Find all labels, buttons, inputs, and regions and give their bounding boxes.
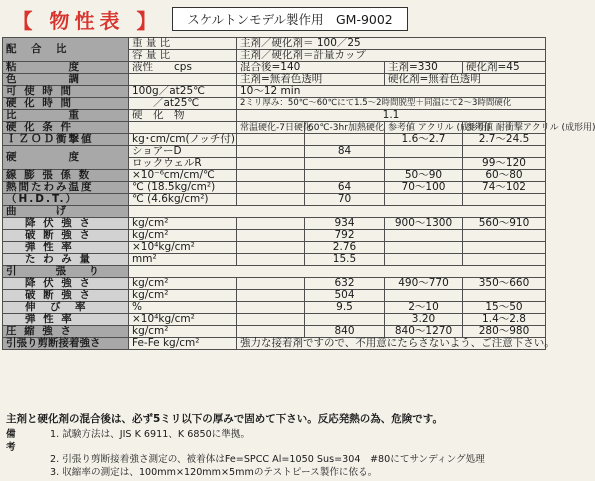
cell: ショアーD [129, 146, 237, 158]
row-label: 粘 度 [3, 62, 129, 74]
cell: 350～660 [463, 278, 546, 290]
warning-note: 主剤と硬化剤の混合後は、必ず5ミリ以下の厚みで固めて下さい。反応発熱の為、危険です。 [6, 413, 443, 425]
cell [305, 170, 385, 182]
row-label: 熱間たわみ温度 [3, 182, 129, 194]
cell: 9.5 [305, 302, 385, 314]
table-row [3, 278, 546, 290]
table-row [3, 266, 546, 278]
cell [237, 134, 305, 146]
cell: 840～1270 [385, 326, 463, 338]
cell: 1.4～2.8 [463, 314, 546, 326]
cell: 主剤=330 [385, 62, 463, 74]
cell: 490～770 [385, 278, 463, 290]
cell: 容 量 比 [129, 50, 237, 62]
cell: 504 [305, 290, 385, 302]
cell: 2.7～24.5 [463, 134, 546, 146]
cell: 主剤／硬化剤＝ 100／25 [237, 38, 546, 50]
cell: 主剤=無着色透明 [237, 74, 385, 86]
cell [305, 314, 385, 326]
cell: 強力な接着剤ですので、不用意にたらさないよう、ご注意下さい。 [237, 338, 546, 350]
cell: 常温硬化-7日硬化 [237, 122, 305, 134]
cell [237, 290, 305, 302]
cell [237, 278, 305, 290]
properties-table [2, 37, 595, 350]
cell [237, 182, 305, 194]
row-label: 引張り剪断接着強さ [3, 338, 129, 350]
cell: ／at25℃ [129, 98, 237, 110]
cell: % [129, 302, 237, 314]
row-label: 色 調 [3, 74, 129, 86]
cell: 1.6～2.7 [385, 134, 463, 146]
cell [237, 302, 305, 314]
cell: 15.5 [305, 254, 385, 266]
cell [385, 254, 463, 266]
cell: 560～910 [463, 218, 546, 230]
cell: kg/cm² [129, 290, 237, 302]
cell [463, 146, 546, 158]
cell: 60～80 [463, 170, 546, 182]
table-row [3, 122, 546, 134]
cell [385, 230, 463, 242]
cell [237, 194, 305, 206]
row-label: （H.D.T.） [3, 194, 129, 206]
table-row [3, 242, 546, 254]
cell: kg/cm² [129, 326, 237, 338]
cell: 632 [305, 278, 385, 290]
cell: 280～980 [463, 326, 546, 338]
cell [237, 170, 305, 182]
cell: 混合後=140 [237, 62, 385, 74]
table-row [3, 206, 546, 218]
note-item [6, 429, 546, 454]
cell: 74～102 [463, 182, 546, 194]
cell: 2～10 [385, 302, 463, 314]
table-row [3, 110, 546, 122]
section-label: 曲 げ [3, 206, 129, 218]
footer-notes [6, 411, 546, 479]
cell: 参考値 耐衝撃アクリル (成形用) [463, 122, 546, 134]
cell: 硬 化 物 [129, 110, 237, 122]
cell: mm² [129, 254, 237, 266]
table-row [3, 98, 546, 110]
table-row [3, 302, 546, 314]
cell [305, 134, 385, 146]
cell: 2.76 [305, 242, 385, 254]
cell [129, 266, 546, 278]
cell [237, 218, 305, 230]
row-label: 降 伏 強 さ [3, 218, 129, 230]
table-row [3, 314, 546, 326]
row-label: 硬 化 条 件 [3, 122, 129, 134]
cell: 84 [305, 146, 385, 158]
cell: ロックウェルR [129, 158, 237, 170]
cell: 900～1300 [385, 218, 463, 230]
cell: 3.20 [385, 314, 463, 326]
cell [129, 206, 546, 218]
notes-heading: 備 考 [6, 429, 38, 453]
row-label: 破 断 強 さ [3, 230, 129, 242]
row-label: 伸 び 率 [3, 302, 129, 314]
cell: 主剤／硬化剤＝計量カップ [237, 50, 546, 62]
cell: 10～12 min [237, 86, 546, 98]
cell [237, 254, 305, 266]
table-row [3, 254, 546, 266]
table-row [3, 218, 546, 230]
cell: 99～120 [463, 158, 546, 170]
cell [385, 158, 463, 170]
table-row [3, 326, 546, 338]
table-row [3, 290, 546, 302]
table-row [3, 134, 546, 146]
row-label: 硬 度 [3, 146, 129, 170]
row-label: た わ み 量 [3, 254, 129, 266]
cell: kg/cm² [129, 278, 237, 290]
table-row [3, 194, 546, 206]
row-label: 比 重 [3, 110, 129, 122]
cell: 重 量 比 [129, 38, 237, 50]
table-row [3, 62, 546, 74]
cell: ×10⁻⁶cm/cm/℃ [129, 170, 237, 182]
row-label: 降 伏 強 さ [3, 278, 129, 290]
cell [463, 194, 546, 206]
table-row [3, 182, 546, 194]
cell: 硬化剤=45 [463, 62, 546, 74]
note-text: 1. 試験方法は、JIS K 6911、K 6850に準拠。 [50, 429, 251, 440]
table-row [3, 38, 546, 50]
cell [237, 230, 305, 242]
cell: kg･cm/cm(ノッチ付) [129, 134, 237, 146]
cell: 840 [305, 326, 385, 338]
cell: ℃ (4.6kg/cm²) [129, 194, 237, 206]
cell: 70～100 [385, 182, 463, 194]
row-label: 硬 化 時 間 [3, 98, 129, 110]
cell: 2ミリ厚み：50℃～60℃にて1.5～2時間脱型＋同温にて2～3時間硬化 [237, 98, 546, 110]
note-item [6, 454, 546, 467]
table-row [3, 338, 546, 350]
table-row [3, 170, 546, 182]
header [8, 6, 408, 32]
cell [237, 326, 305, 338]
table-row [3, 146, 546, 158]
cell [237, 314, 305, 326]
row-label: 線 膨 張 係 数 [3, 170, 129, 182]
cell: 934 [305, 218, 385, 230]
title: 【 物性表 】 [12, 8, 162, 33]
cell [463, 230, 546, 242]
cell [463, 290, 546, 302]
cell: 100g／at25℃ [129, 86, 237, 98]
row-label: 配 合 比 [3, 38, 129, 62]
cell: 70 [305, 194, 385, 206]
cell: 792 [305, 230, 385, 242]
row-label: ＩＺＯＤ衝撃値 [3, 134, 129, 146]
cell: 1.1 [237, 110, 546, 122]
cell [129, 122, 237, 134]
cell [385, 146, 463, 158]
cell: 64 [305, 182, 385, 194]
cell [385, 290, 463, 302]
cell [237, 242, 305, 254]
cell: Fe-Fe kg/cm² [129, 338, 237, 350]
cell [305, 158, 385, 170]
cell: 60℃-3hr加熱硬化 [305, 122, 385, 134]
cell [463, 254, 546, 266]
cell [385, 194, 463, 206]
cell [129, 74, 237, 86]
row-label: 弾 性 率 [3, 242, 129, 254]
cell [463, 242, 546, 254]
cell [237, 146, 305, 158]
cell: 15～50 [463, 302, 546, 314]
cell: 50～90 [385, 170, 463, 182]
cell: 硬化剤=無着色透明 [385, 74, 546, 86]
cell: ×10⁴kg/cm² [129, 242, 237, 254]
section-label: 引 張 り [3, 266, 129, 278]
cell: ℃ (18.5kg/cm²) [129, 182, 237, 194]
cell: kg/cm² [129, 218, 237, 230]
row-label: 弾 性 率 [3, 314, 129, 326]
row-label: 破 断 強 さ [3, 290, 129, 302]
cell [237, 158, 305, 170]
cell: ×10⁴kg/cm² [129, 314, 237, 326]
table-row [3, 74, 546, 86]
note-item [6, 467, 546, 480]
table-row [3, 86, 546, 98]
row-label: 圧 縮 強 さ [3, 326, 129, 338]
cell [385, 242, 463, 254]
row-label: 可 使 時 間 [3, 86, 129, 98]
table-row [3, 230, 546, 242]
cell: 液性 cps [129, 62, 237, 74]
subtitle: スケルトンモデル製作用 GM-9002 [172, 7, 408, 31]
cell: 参考値 アクリル (成形用) [385, 122, 463, 134]
note-text: 2. 引張り剪断接着強さ測定の、被着体はFe=SPCC Al=1050 Sus=304 #80にてサンディング処理 [50, 454, 485, 465]
note-text: 3. 収縮率の測定は、100mm×120mm×5mmのテストピース製作に依る。 [50, 466, 378, 478]
cell: kg/cm² [129, 230, 237, 242]
